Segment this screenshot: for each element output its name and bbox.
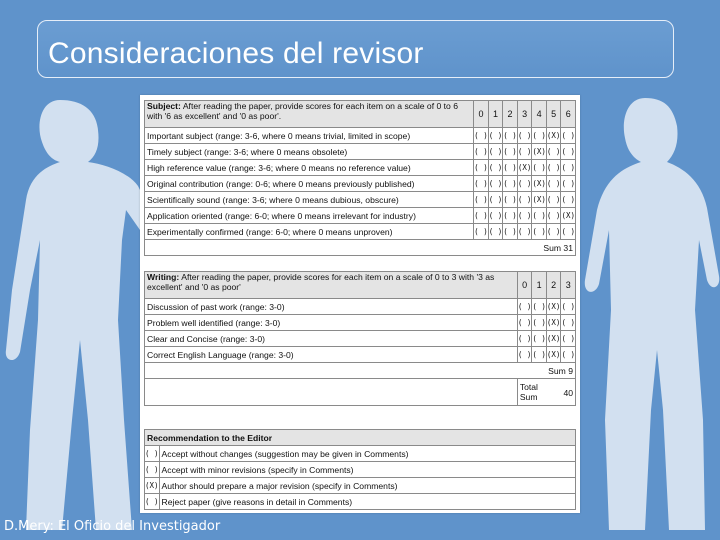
subject-score-checkbox[interactable]: ( ) bbox=[503, 128, 518, 144]
recommendation-table bbox=[144, 429, 576, 510]
subject-score-checkbox[interactable]: ( ) bbox=[532, 208, 547, 224]
subject-score-checkbox[interactable]: ( ) bbox=[474, 224, 489, 240]
writing-score-checkbox[interactable]: ( ) bbox=[532, 331, 547, 347]
writing-score-checkbox[interactable]: ( ) bbox=[532, 299, 547, 315]
writing-sum-spacer bbox=[145, 363, 518, 379]
recommendation-option bbox=[145, 478, 576, 494]
person-silhouette-right bbox=[575, 90, 720, 540]
recommendation-label: Accept with minor revisions (specify in Comments) bbox=[159, 462, 575, 478]
subject-sum-spacer bbox=[145, 240, 474, 256]
subject-item-label: Experimentally confirmed (range: 6-0; where 0 means unproven) bbox=[145, 224, 474, 240]
recommendation-option bbox=[145, 494, 576, 510]
subject-score-checkbox[interactable]: ( ) bbox=[488, 128, 503, 144]
writing-score-checkbox[interactable]: (X) bbox=[546, 315, 561, 331]
subject-score-checkbox[interactable]: ( ) bbox=[546, 208, 561, 224]
recommendation-checkbox[interactable]: ( ) bbox=[145, 446, 160, 462]
subject-score-checkbox[interactable]: ( ) bbox=[546, 176, 561, 192]
writing-score-checkbox[interactable]: ( ) bbox=[517, 331, 532, 347]
subject-score-checkbox[interactable]: ( ) bbox=[532, 128, 547, 144]
writing-heading: Writing: After reading the paper, provide scores for each item on a scale of 0 to 3 with '3 as excellent' and '0 as poor' bbox=[145, 272, 518, 299]
subject-score-checkbox[interactable]: ( ) bbox=[474, 128, 489, 144]
subject-score-checkbox[interactable]: (X) bbox=[561, 208, 576, 224]
writing-item-label: Correct English Language (range: 3-0) bbox=[145, 347, 518, 363]
subject-row bbox=[145, 224, 576, 240]
writing-score-checkbox[interactable]: (X) bbox=[546, 347, 561, 363]
subject-score-checkbox[interactable]: ( ) bbox=[561, 160, 576, 176]
writing-item-label: Clear and Concise (range: 3-0) bbox=[145, 331, 518, 347]
subject-item-label: Original contribution (range: 0-6; where 0 means previously published) bbox=[145, 176, 474, 192]
subject-score-checkbox[interactable]: ( ) bbox=[488, 192, 503, 208]
subject-score-checkbox[interactable]: ( ) bbox=[546, 160, 561, 176]
subject-score-checkbox[interactable]: ( ) bbox=[488, 224, 503, 240]
subject-row bbox=[145, 160, 576, 176]
subject-score-checkbox[interactable]: ( ) bbox=[503, 224, 518, 240]
total-value: 40 bbox=[563, 388, 573, 398]
subject-score-checkbox[interactable]: ( ) bbox=[474, 192, 489, 208]
scale-0: 0 bbox=[474, 101, 489, 128]
writing-score-checkbox[interactable]: ( ) bbox=[561, 347, 576, 363]
subject-row bbox=[145, 176, 576, 192]
subject-score-checkbox[interactable]: ( ) bbox=[488, 176, 503, 192]
total-spacer bbox=[145, 379, 518, 406]
subject-score-checkbox[interactable]: ( ) bbox=[488, 144, 503, 160]
subject-score-checkbox[interactable]: ( ) bbox=[517, 192, 532, 208]
scale-3: 3 bbox=[561, 272, 576, 299]
writing-score-checkbox[interactable]: ( ) bbox=[561, 331, 576, 347]
subject-score-checkbox[interactable]: ( ) bbox=[546, 192, 561, 208]
subject-score-checkbox[interactable]: ( ) bbox=[474, 144, 489, 160]
subject-score-checkbox[interactable]: ( ) bbox=[503, 144, 518, 160]
subject-score-checkbox[interactable]: ( ) bbox=[474, 176, 489, 192]
subject-item-label: Important subject (range: 3-6, where 0 means trivial, limited in scope) bbox=[145, 128, 474, 144]
writing-score-checkbox[interactable]: ( ) bbox=[561, 315, 576, 331]
subject-score-checkbox[interactable]: (X) bbox=[532, 176, 547, 192]
writing-table bbox=[144, 271, 576, 406]
subject-score-checkbox[interactable]: ( ) bbox=[561, 192, 576, 208]
subject-sum: Sum 31 bbox=[474, 240, 576, 256]
review-form bbox=[140, 95, 580, 513]
subject-score-checkbox[interactable]: ( ) bbox=[474, 160, 489, 176]
recommendation-option bbox=[145, 446, 576, 462]
subject-item-label: High reference value (range: 3-6; where 0 means no reference value) bbox=[145, 160, 474, 176]
subject-score-checkbox[interactable]: ( ) bbox=[561, 128, 576, 144]
subject-score-checkbox[interactable]: (X) bbox=[532, 192, 547, 208]
subject-score-checkbox[interactable]: ( ) bbox=[503, 192, 518, 208]
subject-score-checkbox[interactable]: ( ) bbox=[488, 208, 503, 224]
subject-score-checkbox[interactable]: ( ) bbox=[561, 176, 576, 192]
recommendation-label: Accept without changes (suggestion may be given in Comments) bbox=[159, 446, 575, 462]
writing-sum: Sum 9 bbox=[517, 363, 575, 379]
scale-0: 0 bbox=[517, 272, 532, 299]
scale-6: 6 bbox=[561, 101, 576, 128]
writing-item-label: Discussion of past work (range: 3-0) bbox=[145, 299, 518, 315]
scale-5: 5 bbox=[546, 101, 561, 128]
subject-item-label: Scientifically sound (range: 3-6; where 0 means dubious, obscure) bbox=[145, 192, 474, 208]
scale-4: 4 bbox=[532, 101, 547, 128]
writing-score-checkbox[interactable]: ( ) bbox=[561, 299, 576, 315]
recommendation-checkbox[interactable]: (X) bbox=[145, 478, 160, 494]
writing-score-checkbox[interactable]: ( ) bbox=[532, 315, 547, 331]
scale-1: 1 bbox=[488, 101, 503, 128]
scale-3: 3 bbox=[517, 101, 532, 128]
subject-score-checkbox[interactable]: ( ) bbox=[503, 160, 518, 176]
writing-row bbox=[145, 331, 576, 347]
subject-score-checkbox[interactable]: ( ) bbox=[517, 176, 532, 192]
slide-title-box bbox=[37, 20, 674, 78]
subject-score-checkbox[interactable]: ( ) bbox=[546, 224, 561, 240]
total-label: Total Sum bbox=[519, 382, 538, 402]
writing-row bbox=[145, 347, 576, 363]
subject-row bbox=[145, 208, 576, 224]
subject-score-checkbox[interactable]: ( ) bbox=[488, 160, 503, 176]
subject-score-checkbox[interactable]: ( ) bbox=[546, 144, 561, 160]
subject-score-checkbox[interactable]: (X) bbox=[546, 128, 561, 144]
subject-table bbox=[144, 100, 576, 256]
subject-score-checkbox[interactable]: ( ) bbox=[561, 224, 576, 240]
scale-2: 2 bbox=[546, 272, 561, 299]
subject-score-checkbox[interactable]: ( ) bbox=[503, 208, 518, 224]
recommendation-option bbox=[145, 462, 576, 478]
writing-score-checkbox[interactable]: ( ) bbox=[532, 347, 547, 363]
recommendation-heading: Recommendation to the Editor bbox=[145, 430, 576, 446]
subject-score-checkbox[interactable]: ( ) bbox=[561, 144, 576, 160]
scale-2: 2 bbox=[503, 101, 518, 128]
subject-row bbox=[145, 192, 576, 208]
subject-score-checkbox[interactable]: ( ) bbox=[517, 144, 532, 160]
subject-score-checkbox[interactable]: ( ) bbox=[532, 160, 547, 176]
writing-score-checkbox[interactable]: ( ) bbox=[517, 347, 532, 363]
subject-score-checkbox[interactable]: ( ) bbox=[474, 208, 489, 224]
scale-1: 1 bbox=[532, 272, 547, 299]
writing-score-checkbox[interactable]: ( ) bbox=[517, 299, 532, 315]
subject-score-checkbox[interactable]: ( ) bbox=[517, 128, 532, 144]
subject-score-checkbox[interactable]: (X) bbox=[532, 144, 547, 160]
subject-score-checkbox[interactable]: ( ) bbox=[532, 224, 547, 240]
subject-row bbox=[145, 128, 576, 144]
recommendation-label: Author should prepare a major revision (specify in Comments) bbox=[159, 478, 575, 494]
slide-footer: D.Mery: El Oficio del Investigador bbox=[4, 519, 221, 534]
writing-score-checkbox[interactable]: (X) bbox=[546, 299, 561, 315]
subject-score-checkbox[interactable]: ( ) bbox=[517, 224, 532, 240]
writing-row bbox=[145, 315, 576, 331]
subject-heading: Subject: After reading the paper, provide scores for each item on a scale of 0 to 6 with '6 as excellent' and '0 as poor'. bbox=[145, 101, 474, 128]
writing-score-checkbox[interactable]: ( ) bbox=[517, 315, 532, 331]
writing-item-label: Problem well identified (range: 3-0) bbox=[145, 315, 518, 331]
subject-score-checkbox[interactable]: (X) bbox=[517, 160, 532, 176]
subject-item-label: Timely subject (range: 3-6; where 0 means obsolete) bbox=[145, 144, 474, 160]
writing-row bbox=[145, 299, 576, 315]
subject-item-label: Application oriented (range: 6-0; where 0 means irrelevant for industry) bbox=[145, 208, 474, 224]
recommendation-checkbox[interactable]: ( ) bbox=[145, 462, 160, 478]
slide-title: Consideraciones del revisor bbox=[48, 37, 424, 70]
writing-score-checkbox[interactable]: (X) bbox=[546, 331, 561, 347]
recommendation-label: Reject paper (give reasons in detail in Comments) bbox=[159, 494, 575, 510]
subject-score-checkbox[interactable]: ( ) bbox=[503, 176, 518, 192]
subject-row bbox=[145, 144, 576, 160]
subject-score-checkbox[interactable]: ( ) bbox=[517, 208, 532, 224]
total-sum bbox=[517, 379, 575, 406]
recommendation-checkbox[interactable]: ( ) bbox=[145, 494, 160, 510]
